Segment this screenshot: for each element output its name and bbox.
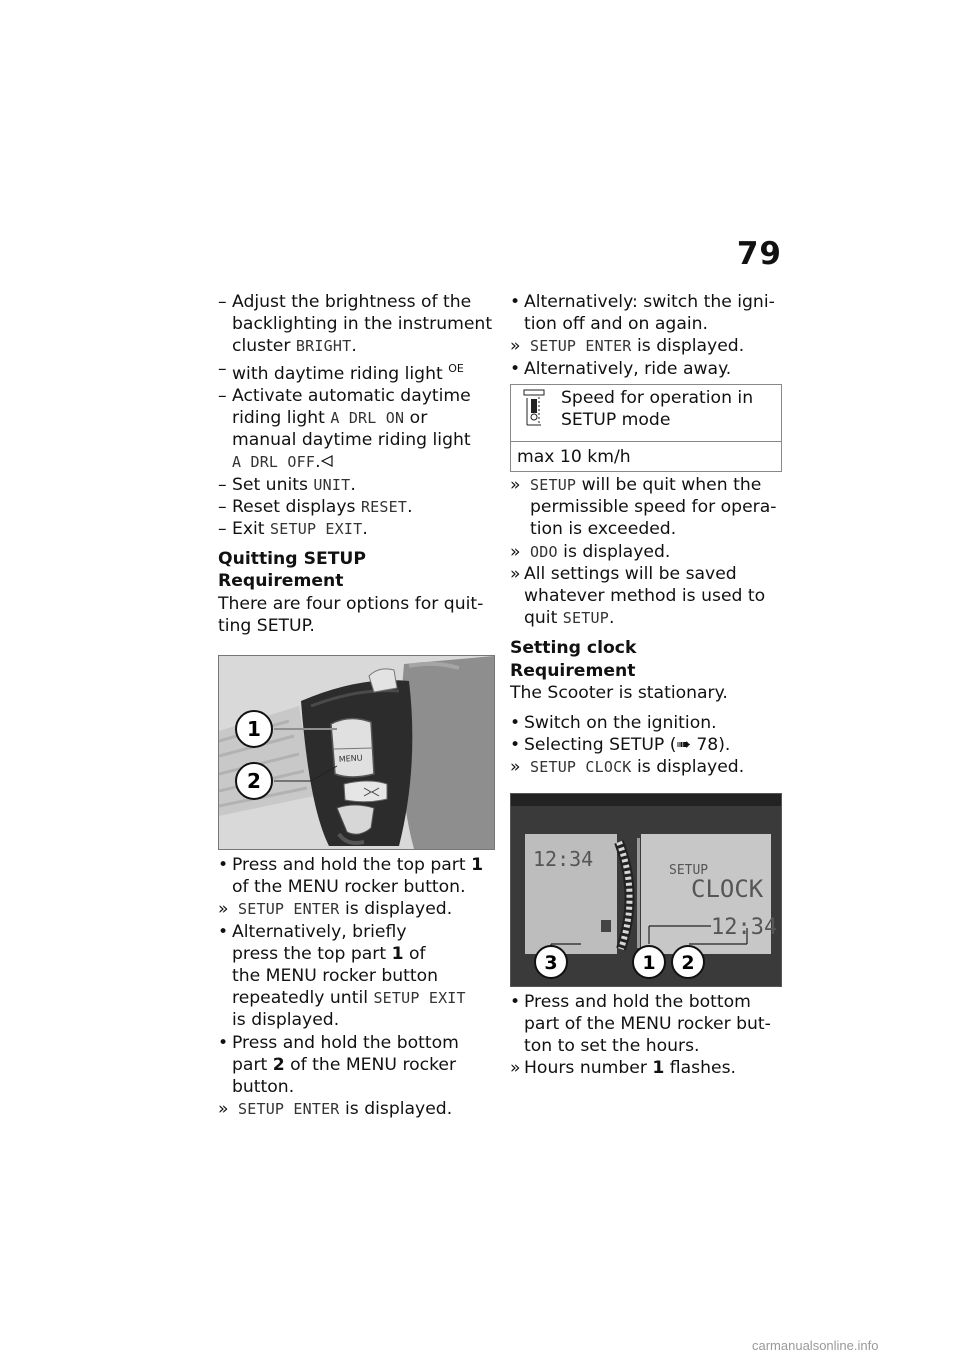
handlebar-switch-illustration bbox=[219, 656, 494, 849]
lcd-top-left-time: 12:34 bbox=[533, 846, 594, 871]
lcd-setup-text: SETUP bbox=[669, 862, 709, 878]
result-item: » ODO is displayed. bbox=[510, 541, 671, 562]
callout-2: 2 bbox=[247, 769, 261, 794]
paragraph: ting SETUP. bbox=[218, 615, 315, 636]
display-code: A DRL ON bbox=[330, 409, 405, 428]
menu-button-figure bbox=[218, 655, 495, 850]
paragraph: There are four options for quit- bbox=[218, 593, 484, 614]
dash-marker: – bbox=[218, 292, 227, 312]
result-item: » SETUP ENTER is displayed. bbox=[218, 1099, 453, 1120]
end-marker-icon bbox=[321, 451, 333, 473]
callout-1: 1 bbox=[247, 717, 261, 742]
display-code: ODO bbox=[530, 542, 558, 561]
result-item: » All settings will be saved whatever method is used to quit SETUP. bbox=[510, 563, 766, 629]
bullet-marker: • bbox=[218, 855, 229, 876]
list-item: – with daytime riding light $^{OE}$ bbox=[218, 358, 464, 384]
callout-2: 2 bbox=[681, 951, 695, 974]
list-item: • Press and hold the bottom part of the MENU rocker but- ton to set the hours. bbox=[510, 991, 771, 1057]
menu-label: MENU bbox=[338, 753, 363, 765]
speed-table-value: max 10 km/h bbox=[517, 446, 631, 467]
speed-table bbox=[510, 384, 782, 472]
display-code: SETUP ENTER bbox=[530, 337, 632, 356]
list-item: • Alternatively, ride away. bbox=[510, 358, 732, 379]
display-code: SETUP bbox=[562, 609, 609, 628]
clock-setup-display-illustration bbox=[511, 794, 781, 986]
list-item: • Selecting SETUP (➠ 78). bbox=[510, 735, 731, 756]
list-item: • Alternatively: switch the igni- tion off and on again. bbox=[510, 292, 775, 335]
result-item: » SETUP ENTER is displayed. bbox=[218, 899, 453, 920]
result-item: » Hours number 1 flashes. bbox=[510, 1058, 737, 1079]
lcd-clock-text: CLOCK bbox=[691, 874, 764, 903]
callout-3: 3 bbox=[544, 951, 558, 974]
speed-table-header: Speed for operation in SETUP mode bbox=[511, 385, 781, 442]
list-item: – Set units UNIT. bbox=[218, 474, 356, 495]
result-item: » SETUP ENTER is displayed. bbox=[510, 336, 745, 357]
section-heading: Quitting SETUP bbox=[218, 549, 366, 570]
left-column bbox=[218, 291, 496, 1120]
requirement-heading: Requirement bbox=[218, 571, 344, 592]
display-code: UNIT bbox=[313, 475, 351, 494]
optional-equipment-mark: OE bbox=[448, 361, 464, 375]
display-code: SETUP ENTER bbox=[238, 1100, 340, 1119]
list-item: – Activate automatic daytime riding light A DRL ON or manual daytime riding light A DRL OFF. bbox=[218, 385, 471, 473]
right-column bbox=[510, 291, 782, 1079]
display-code: SETUP EXIT bbox=[373, 989, 466, 1008]
list-item: – Exit SETUP EXIT. bbox=[218, 519, 368, 540]
list-item: – Reset displays RESET. bbox=[218, 496, 413, 517]
list-item: • Press and hold the top part 1 of the MENU rocker button. bbox=[218, 855, 484, 898]
instrument-cluster-figure bbox=[510, 793, 782, 987]
list-item: • Alternatively, briefly press the top part 1 of the MENU rocker button repeatedly until SETUP EXIT is displayed. bbox=[218, 921, 466, 1031]
list-item: – Adjust the brightness of the backlighting in the instrument cluster BRIGHT. bbox=[218, 292, 493, 357]
watermark: carmanualsonline.info bbox=[752, 1338, 879, 1353]
requirement-heading: Requirement bbox=[510, 660, 636, 681]
display-code: SETUP CLOCK bbox=[530, 758, 632, 777]
paragraph: The Scooter is stationary. bbox=[510, 682, 728, 703]
page-reference-icon: ➠ bbox=[676, 735, 691, 756]
result-marker: » bbox=[218, 899, 229, 920]
page-number: 79 bbox=[736, 236, 782, 272]
section-heading: Setting clock bbox=[510, 638, 637, 659]
list-item: • Press and hold the bottom part 2 of the MENU rocker button. bbox=[218, 1032, 459, 1098]
display-code: SETUP ENTER bbox=[238, 900, 340, 919]
display-code: BRIGHT bbox=[295, 337, 352, 356]
list-item: • Switch on the ignition. bbox=[510, 713, 717, 734]
display-code: SETUP EXIT bbox=[270, 520, 363, 539]
display-code: SETUP bbox=[530, 476, 577, 495]
display-code: A DRL OFF bbox=[232, 453, 316, 472]
callout-1: 1 bbox=[642, 951, 656, 974]
result-item: » SETUP will be quit when the permissible speed for opera- tion is exceeded. bbox=[510, 475, 777, 540]
display-code: RESET bbox=[360, 497, 408, 516]
lcd-time-text: 12:34 bbox=[711, 914, 778, 940]
speedometer-icon bbox=[523, 389, 547, 435]
result-item: » SETUP CLOCK is displayed. bbox=[510, 757, 745, 778]
